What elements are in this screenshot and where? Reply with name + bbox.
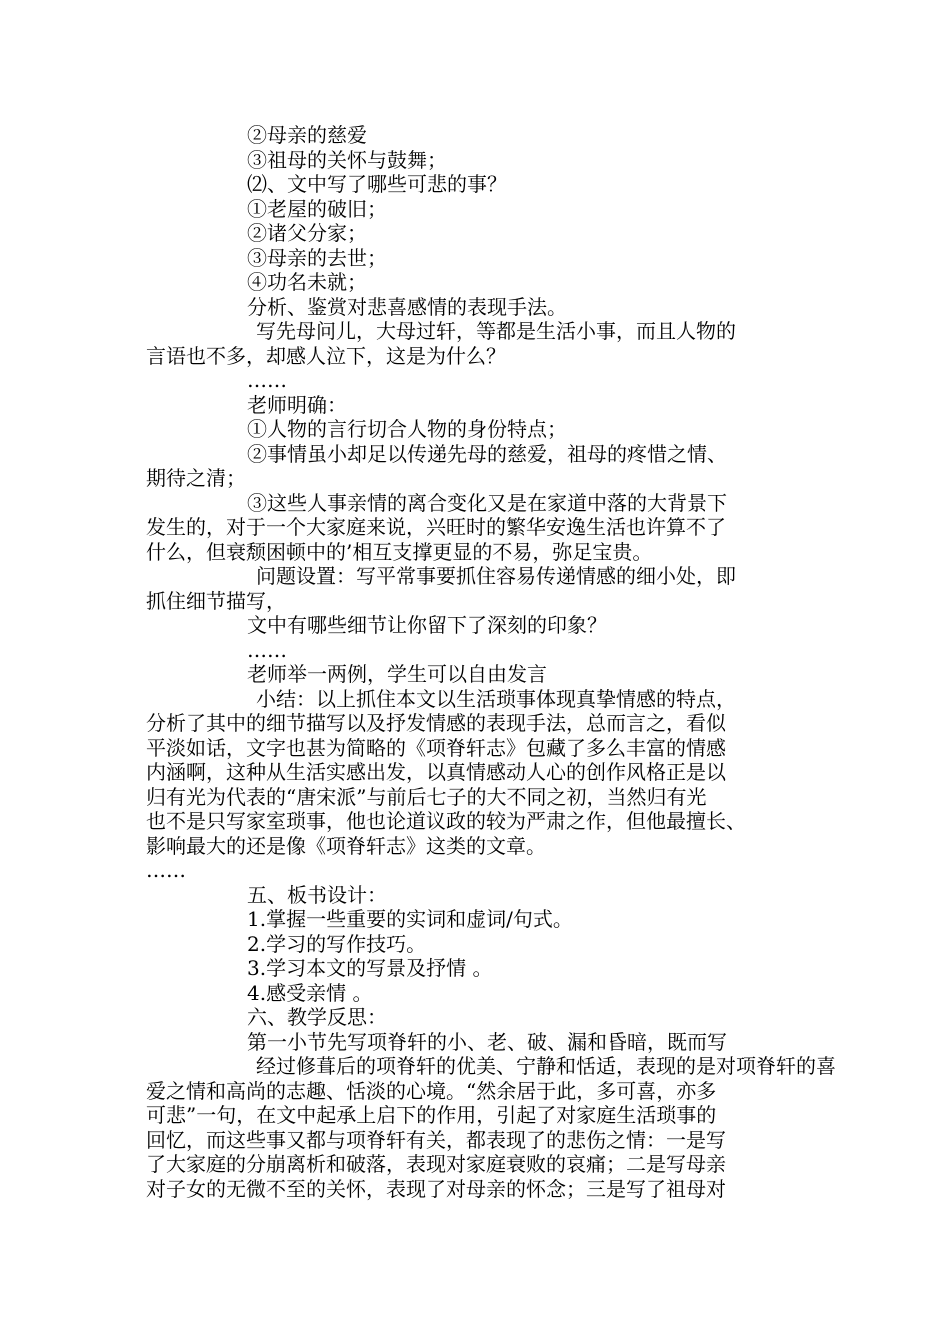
text-line: 2.学习的写作技巧。 <box>247 931 427 956</box>
text-line: 期待之清； <box>146 466 246 490</box>
text-line: ②诸父分家； <box>247 221 367 245</box>
text-line: …… <box>247 368 287 392</box>
text-line: 言语也不多，却感人泣下，这是为什么？ <box>146 343 506 368</box>
document-body <box>146 123 836 1226</box>
text-line: …… <box>247 637 287 662</box>
text-line: 发生的，对于一个大家庭来说，兴旺时的繁华安逸生活也许算不了 <box>146 515 726 539</box>
text-line <box>146 1201 818 1226</box>
text-line: 什么，但衰颓困顿中的’相互支撑更显的不易，弥足宝贵。 <box>146 539 653 564</box>
text-line: ⑵、文中写了哪些可悲的事？ <box>247 172 507 196</box>
text-line: 文中有哪些细节让你留下了深刻的印象？ <box>247 613 607 637</box>
text-line: 可悲”一句，在文中起承上启下的作用，引起了对家庭生活琐事的 <box>146 1103 717 1127</box>
text-line: 影响最大的还是像《项脊轩志》这类的文章。 <box>146 833 546 858</box>
text-line: ③母亲的去世； <box>247 245 387 270</box>
text-line: 对子女的无微不至的关怀，表现了对母亲的怀念；三是写了祖母对 <box>146 1176 726 1201</box>
text-line: ③祖母的关怀与鼓舞； <box>247 147 447 172</box>
text-line: 回忆，而这些事又都与项脊轩有关，都表现了的悲伤之情：一是写 <box>146 1127 726 1152</box>
text-line: 分析、鉴赏对悲喜感情的表现手法。 <box>247 294 567 319</box>
text-line: 老师明确： <box>247 392 347 417</box>
text-line: …… <box>146 858 186 882</box>
text-line: 内涵啊，这种从生活实感出发，以真情感动人心的创作风格正是以 <box>146 760 726 784</box>
text-line: 六、教学反思： <box>247 1005 387 1029</box>
text-line: 经过修葺后的项脊轩的优美、宁静和恬适，表现的是对项脊轩的喜 <box>256 1054 836 1078</box>
text-line: 小结：以上抓住本文以生活琐事体现真挚情感的特点， <box>256 686 736 711</box>
text-line: ②事情虽小却足以传递先母的慈爱，祖母的疼惜之情、 <box>247 441 727 466</box>
text-line: 了大家庭的分崩离析和破落，表现对家庭衰败的哀痛；二是写母亲 <box>146 1152 726 1176</box>
text-line: ②母亲的慈爱 <box>247 123 367 147</box>
text-line: 第一小节先写项脊轩的小、老、破、漏和昏暗，既而写 <box>247 1029 727 1054</box>
text-line: 也不是只写家室琐事，他也论道议政的较为严肃之作，但他最擅长、 <box>146 809 746 833</box>
text-line: 抓住细节描写， <box>146 588 286 613</box>
text-line: 分析了其中的细节描写以及抒发情感的表现手法，总而言之，看似 <box>146 711 726 735</box>
text-line: 写先母问儿，大母过轩，等都是生活小事，而且人物的 <box>256 319 736 343</box>
text-line: ③这些人事亲情的离合变化又是在家道中落的大背景下 <box>247 490 727 515</box>
text-line: ①老屋的破旧； <box>247 196 387 221</box>
text-line: 平淡如话，文字也甚为简略的《项脊轩志》包藏了多么丰富的情感 <box>146 735 726 760</box>
text-line: 问题设置：写平常事要抓住容易传递情感的细小处，即 <box>256 564 736 588</box>
text-line: 4.感受亲情 。 <box>247 980 373 1005</box>
text-line: 爱之情和高尚的志趣、恬淡的心境。“然余居于此，多可喜，亦多 <box>146 1078 717 1103</box>
text-line: 1.掌握一些重要的实词和虚词/句式。 <box>247 907 573 931</box>
text-line: 归有光为代表的“唐宋派”与前后七子的大不同之初，当然归有光 <box>146 784 707 809</box>
text-line: 老师举一两例，学生可以自由发言 <box>247 662 547 686</box>
text-line: ①人物的言行切合人物的身份特点； <box>247 417 567 441</box>
text-line: 3.学习本文的写景及抒情 。 <box>247 956 493 980</box>
text-line: ④功名未就； <box>247 270 367 294</box>
text-line: 五、板书设计： <box>247 882 387 907</box>
